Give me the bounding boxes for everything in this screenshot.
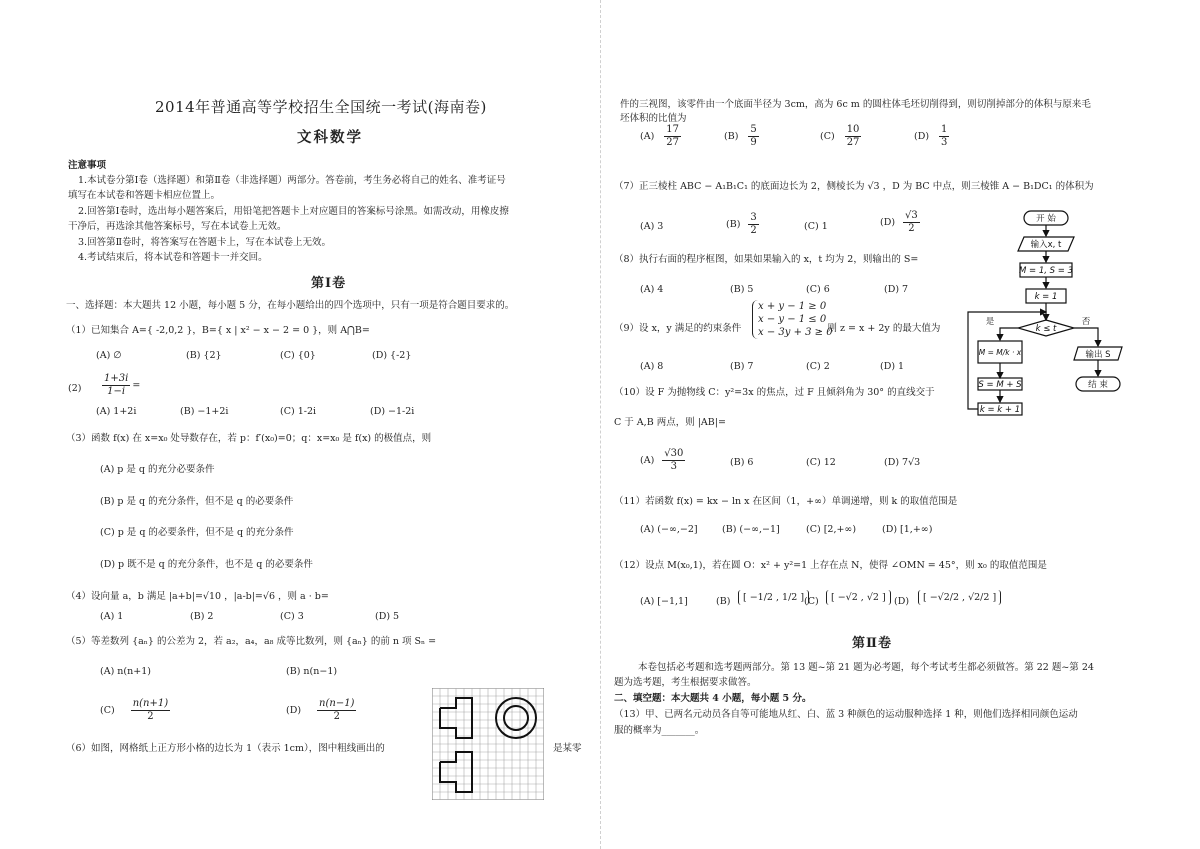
notice-line: 填写在本试卷和答题卡相应位置上。 <box>68 190 221 201</box>
q6-option-c-label: (C) <box>820 131 835 142</box>
part1-instruction: 一、选择题：本大题共 12 小题，每小题 5 分，在每小题给出的四个选项中，只有一项是符合题目要求的。 <box>66 300 515 311</box>
flowchart-update-s-label: S = M + S <box>978 380 1022 390</box>
q2-denominator: 1−i <box>107 386 126 397</box>
flowchart-start-label: 开 始 <box>1036 214 1056 224</box>
flowchart-end-label: 结 束 <box>1088 380 1108 390</box>
q2-number: (2) <box>68 383 82 394</box>
q6-option-b-label: (B) <box>724 131 739 142</box>
flowchart-loop-arrow <box>968 312 1046 409</box>
q5-option-d-label: (D) <box>286 705 302 716</box>
q6-option-a-denominator: 27 <box>666 137 680 148</box>
q7-option-d-numerator: √3 <box>905 210 918 221</box>
q9-option-c: (C) 2 <box>806 361 830 372</box>
q10-option-d: (D) 7√3 <box>884 457 921 468</box>
q11-option-b: (B) (−∞,−1] <box>722 524 780 535</box>
flowchart-condition-label: k ≤ t <box>1035 324 1057 334</box>
q12-option-c-interval <box>826 590 891 605</box>
q3-stem: （3）函数 f(x) 在 x=x₀ 处导数存在，若 p：f′(x₀)=0；q：x=x₀ 是 f(x) 的极值点，则 <box>66 433 432 444</box>
notice-line: 干净后，再选涂其他答案标号，写在本试卷上无效。 <box>68 221 287 232</box>
q6-stem-line-4: 坯体积的比值为 <box>620 113 687 124</box>
q9-option-b: (B) 7 <box>730 361 754 372</box>
notice-line: 4.考试结束后，将本试卷和答题卡一并交回。 <box>78 252 268 263</box>
flowchart-init-label: M = 1, S = 3 <box>1018 266 1074 276</box>
q10-option-a-numerator: √30 <box>664 448 684 459</box>
q4-option-a: (A) 1 <box>100 611 124 622</box>
q6-option-d-numerator: 1 <box>941 124 948 135</box>
q6-option-a-numerator: 17 <box>666 124 680 135</box>
q12-option-b-label: (B) <box>716 596 731 607</box>
q9-constraint: x − 3y + 3 ≥ 0 <box>758 327 833 338</box>
q5-option-d <box>286 698 358 723</box>
q9-stem-start: （9）设 x，y 满足的约束条件 <box>614 323 742 334</box>
q6-option-d <box>914 124 951 149</box>
q1-stem: （1）已知集合 A={ -2,0,2 }，B={ x | x² − x − 2 = 0 }，则 A⋂B= <box>66 325 370 336</box>
q3-option-c: (C) p 是 q 的必要条件，但不是 q 的充分条件 <box>100 527 294 538</box>
q6-option-b-denominator: 9 <box>750 137 757 148</box>
q9-constraint: x − y − 1 ≤ 0 <box>758 314 827 325</box>
program-flowchart <box>962 206 1132 426</box>
part2-intro: 本卷包括必考题和选考题两部分。第 13 题~第 21 题为必考题，每个考试考生都必须做答。第 22 题~第 24 <box>638 662 1094 673</box>
flowchart-increment-label: k = k + 1 <box>979 405 1021 415</box>
q5-option-d-numerator: n(n−1) <box>319 698 355 709</box>
q10-stem-start: （10）设 F 为抛物线 C：y²=3x 的焦点，过 F 且倾斜角为 30° 的直线交于 <box>614 387 935 398</box>
q12-option-a: (A) [−1,1] <box>640 596 688 607</box>
flowchart-k-label: k = 1 <box>1034 292 1058 302</box>
q2-option-c: (C) 1-2i <box>280 406 317 417</box>
flowchart-yes-label: 是 <box>985 317 995 327</box>
q5-option-c-numerator: n(n+1) <box>132 698 169 709</box>
q9-option-a: (A) 8 <box>640 361 664 372</box>
flowchart-update-m-label: M = M/k · x <box>978 348 1022 357</box>
exam-subtitle: 文科数学 <box>297 129 363 146</box>
q7-option-b-label: (B) <box>726 219 741 230</box>
q11-stem: （11）若函数 f(x) = kx − ln x 在区间（1，+∞）单调递增，则 k 的取值范围是 <box>614 496 958 507</box>
q5-option-d-denominator: 2 <box>333 711 340 722</box>
q6-option-b-numerator: 5 <box>750 124 757 135</box>
q12-option-c-value: [ −√2 , √2 ] <box>826 590 891 605</box>
q7-option-c: (C) 1 <box>804 221 828 232</box>
q6-option-c-denominator: 27 <box>846 137 860 148</box>
fill-in-section-heading: 二、填空题：本大题共 4 小题，每小题 5 分。 <box>614 693 812 704</box>
q8-option-d: (D) 7 <box>884 284 909 295</box>
notice-line: 1.本试卷分第Ⅰ卷（选择题）和第Ⅱ卷（非选择题）两部分。答卷前，考生务必将自己的姓名、准考证号 <box>78 175 506 186</box>
q12-option-d-value: [ −√2/2 , √2/2 ] <box>918 590 1001 605</box>
q5-option-c-denominator: 2 <box>147 711 154 722</box>
q12-option-b-value: [ −1/2 , 1/2 ] <box>738 590 809 605</box>
q10-stem-end: C 于 A,B 两点，则 |AB|= <box>614 417 726 428</box>
q7-option-d-denominator: 2 <box>908 223 915 234</box>
q7-option-b-denominator: 2 <box>750 225 757 236</box>
part1-heading: 第Ⅰ卷 <box>311 276 347 291</box>
q3-option-b: (B) p 是 q 的充分条件，但不是 q 的必要条件 <box>100 496 294 507</box>
q9-option-d: (D) 1 <box>880 361 905 372</box>
q6-stem-line-3: 件的三视图，该零件由一个底面半径为 3cm，高为 6c m 的圆柱体毛坯切削得到，则切削掉部分的体积与原来毛 <box>620 99 1091 110</box>
q6-option-b <box>724 124 761 149</box>
q8-option-a: (A) 4 <box>640 284 664 295</box>
q1-option-d: (D) {-2} <box>372 350 412 361</box>
q11-option-a: (A) (−∞,−2] <box>640 524 698 535</box>
q2-option-d: (D) −1-2i <box>370 406 415 417</box>
q9-stem-end: ，则 z = x + 2y 的最大值为 <box>818 323 941 334</box>
q10-option-b: (B) 6 <box>730 457 754 468</box>
column-divider <box>600 0 601 849</box>
q7-option-a: (A) 3 <box>640 221 664 232</box>
q6-option-a-label: (A) <box>640 131 655 142</box>
q6-option-c-numerator: 10 <box>846 124 860 135</box>
q6-option-a <box>640 124 683 149</box>
q11-option-d: (D) [1,+∞) <box>882 524 933 535</box>
q7-option-d <box>880 210 922 235</box>
q8-option-c: (C) 6 <box>806 284 830 295</box>
q10-option-a-label: (A) <box>640 455 655 466</box>
q4-option-c: (C) 3 <box>280 611 304 622</box>
part2-heading: 第Ⅱ卷 <box>852 636 892 651</box>
q5-stem: （5）等差数列 {aₙ} 的公差为 2，若 a₂，a₄，a₈ 成等比数列，则 {aₙ} 的前 n 项 Sₙ = <box>66 636 437 647</box>
q11-option-c: (C) [2,+∞) <box>806 524 857 535</box>
q12-option-b-interval <box>738 590 809 605</box>
three-view-grid-figure <box>432 688 544 800</box>
flowchart-arrow-no <box>1074 328 1098 346</box>
q10-option-a-denominator: 3 <box>670 461 678 472</box>
notice-heading: 注意事项 <box>68 160 107 171</box>
q5-option-c <box>100 698 172 723</box>
q5-option-b: (B) n(n−1) <box>286 666 338 677</box>
q3-option-a: (A) p 是 q 的充分必要条件 <box>100 464 215 475</box>
flowchart-no-label: 否 <box>1081 317 1091 327</box>
q12-option-c-label: (C) <box>804 596 819 607</box>
flowchart-input-label: 输入x, t <box>1030 240 1062 250</box>
notice-line: 2.回答第Ⅰ卷时，选出每小题答案后，用铅笔把答题卡上对应题目的答案标号涂黑。如需改动，用橡皮擦 <box>78 206 509 217</box>
q7-stem: （7）正三棱柱 ABC − A₁B₁C₁ 的底面边长为 2，侧棱长为 √3 ，D 为 BC 中点，则三棱锥 A − B₁DC₁ 的体积为 <box>614 181 1094 192</box>
q1-option-b: (B) {2} <box>186 350 222 361</box>
q10-option-a <box>640 448 687 473</box>
q2-option-a: (A) 1+2i <box>96 406 137 417</box>
q1-option-c: (C) {0} <box>280 350 316 361</box>
exam-title: 2014年普通高等学校招生全国统一考试(海南卷) <box>155 98 487 116</box>
q2-option-b: (B) −1+2i <box>180 406 229 417</box>
q12-option-d-label: (D) <box>894 596 910 607</box>
q6-stem-continued: 是某零 <box>553 743 582 754</box>
q6-option-d-denominator: 3 <box>941 137 948 148</box>
q12-stem: （12）设点 M(x₀,1)，若在圆 O：x² + y²=1 上存在点 N，使得 ∠OMN = 45°，则 x₀ 的取值范围是 <box>614 560 1047 571</box>
q4-option-d: (D) 5 <box>375 611 400 622</box>
q6-stem-start: （6）如图，网格纸上正方形小格的边长为 1（表示 1cm），图中粗线画出的 <box>66 743 385 754</box>
notice-line: 3.回答第Ⅱ卷时，将答案写在答题卡上，写在本试卷上无效。 <box>78 237 332 248</box>
q2-expression <box>100 373 140 398</box>
q7-option-b <box>726 212 761 237</box>
q9-constraint: x + y − 1 ≥ 0 <box>758 301 827 312</box>
q13-stem-continued: 服的概率为_______。 <box>614 725 705 736</box>
q5-option-a: (A) n(n+1) <box>100 666 151 677</box>
q5-option-c-label: (C) <box>100 705 115 716</box>
q4-option-b: (B) 2 <box>190 611 214 622</box>
q2-equals: = <box>132 380 141 391</box>
q7-option-d-label: (D) <box>880 217 896 228</box>
q13-stem: （13）甲、已两名元动员各自等可能地从红、白、蓝 3 种颜色的运动服种选择 1 种，则他们选择相同颜色运动 <box>614 709 1078 720</box>
flowchart-output-label: 输出 S <box>1085 350 1111 360</box>
q2-numerator: 1+3i <box>104 373 129 384</box>
q8-stem: （8）执行右面的程序框图，如果如果输入的 x，t 均为 2，则输出的 S= <box>614 254 919 265</box>
q4-stem: （4）设向量 a，b 满足 |a+b|=√10 ，|a-b|=√6 ，则 a · b= <box>66 591 329 602</box>
q10-option-c: (C) 12 <box>806 457 836 468</box>
q1-option-a: (A) ∅ <box>96 350 122 361</box>
q3-option-d: (D) p 既不是 q 的充分条件，也不是 q 的必要条件 <box>100 559 313 570</box>
q8-option-b: (B) 5 <box>730 284 754 295</box>
part2-intro-continued: 题为选考题，考生根据要求做答。 <box>614 677 757 688</box>
q7-option-b-numerator: 3 <box>750 212 757 223</box>
q6-option-d-label: (D) <box>914 131 930 142</box>
q6-option-c <box>820 124 863 149</box>
flowchart-arrow-yes <box>1000 328 1018 340</box>
q12-option-d-interval <box>918 590 1001 605</box>
